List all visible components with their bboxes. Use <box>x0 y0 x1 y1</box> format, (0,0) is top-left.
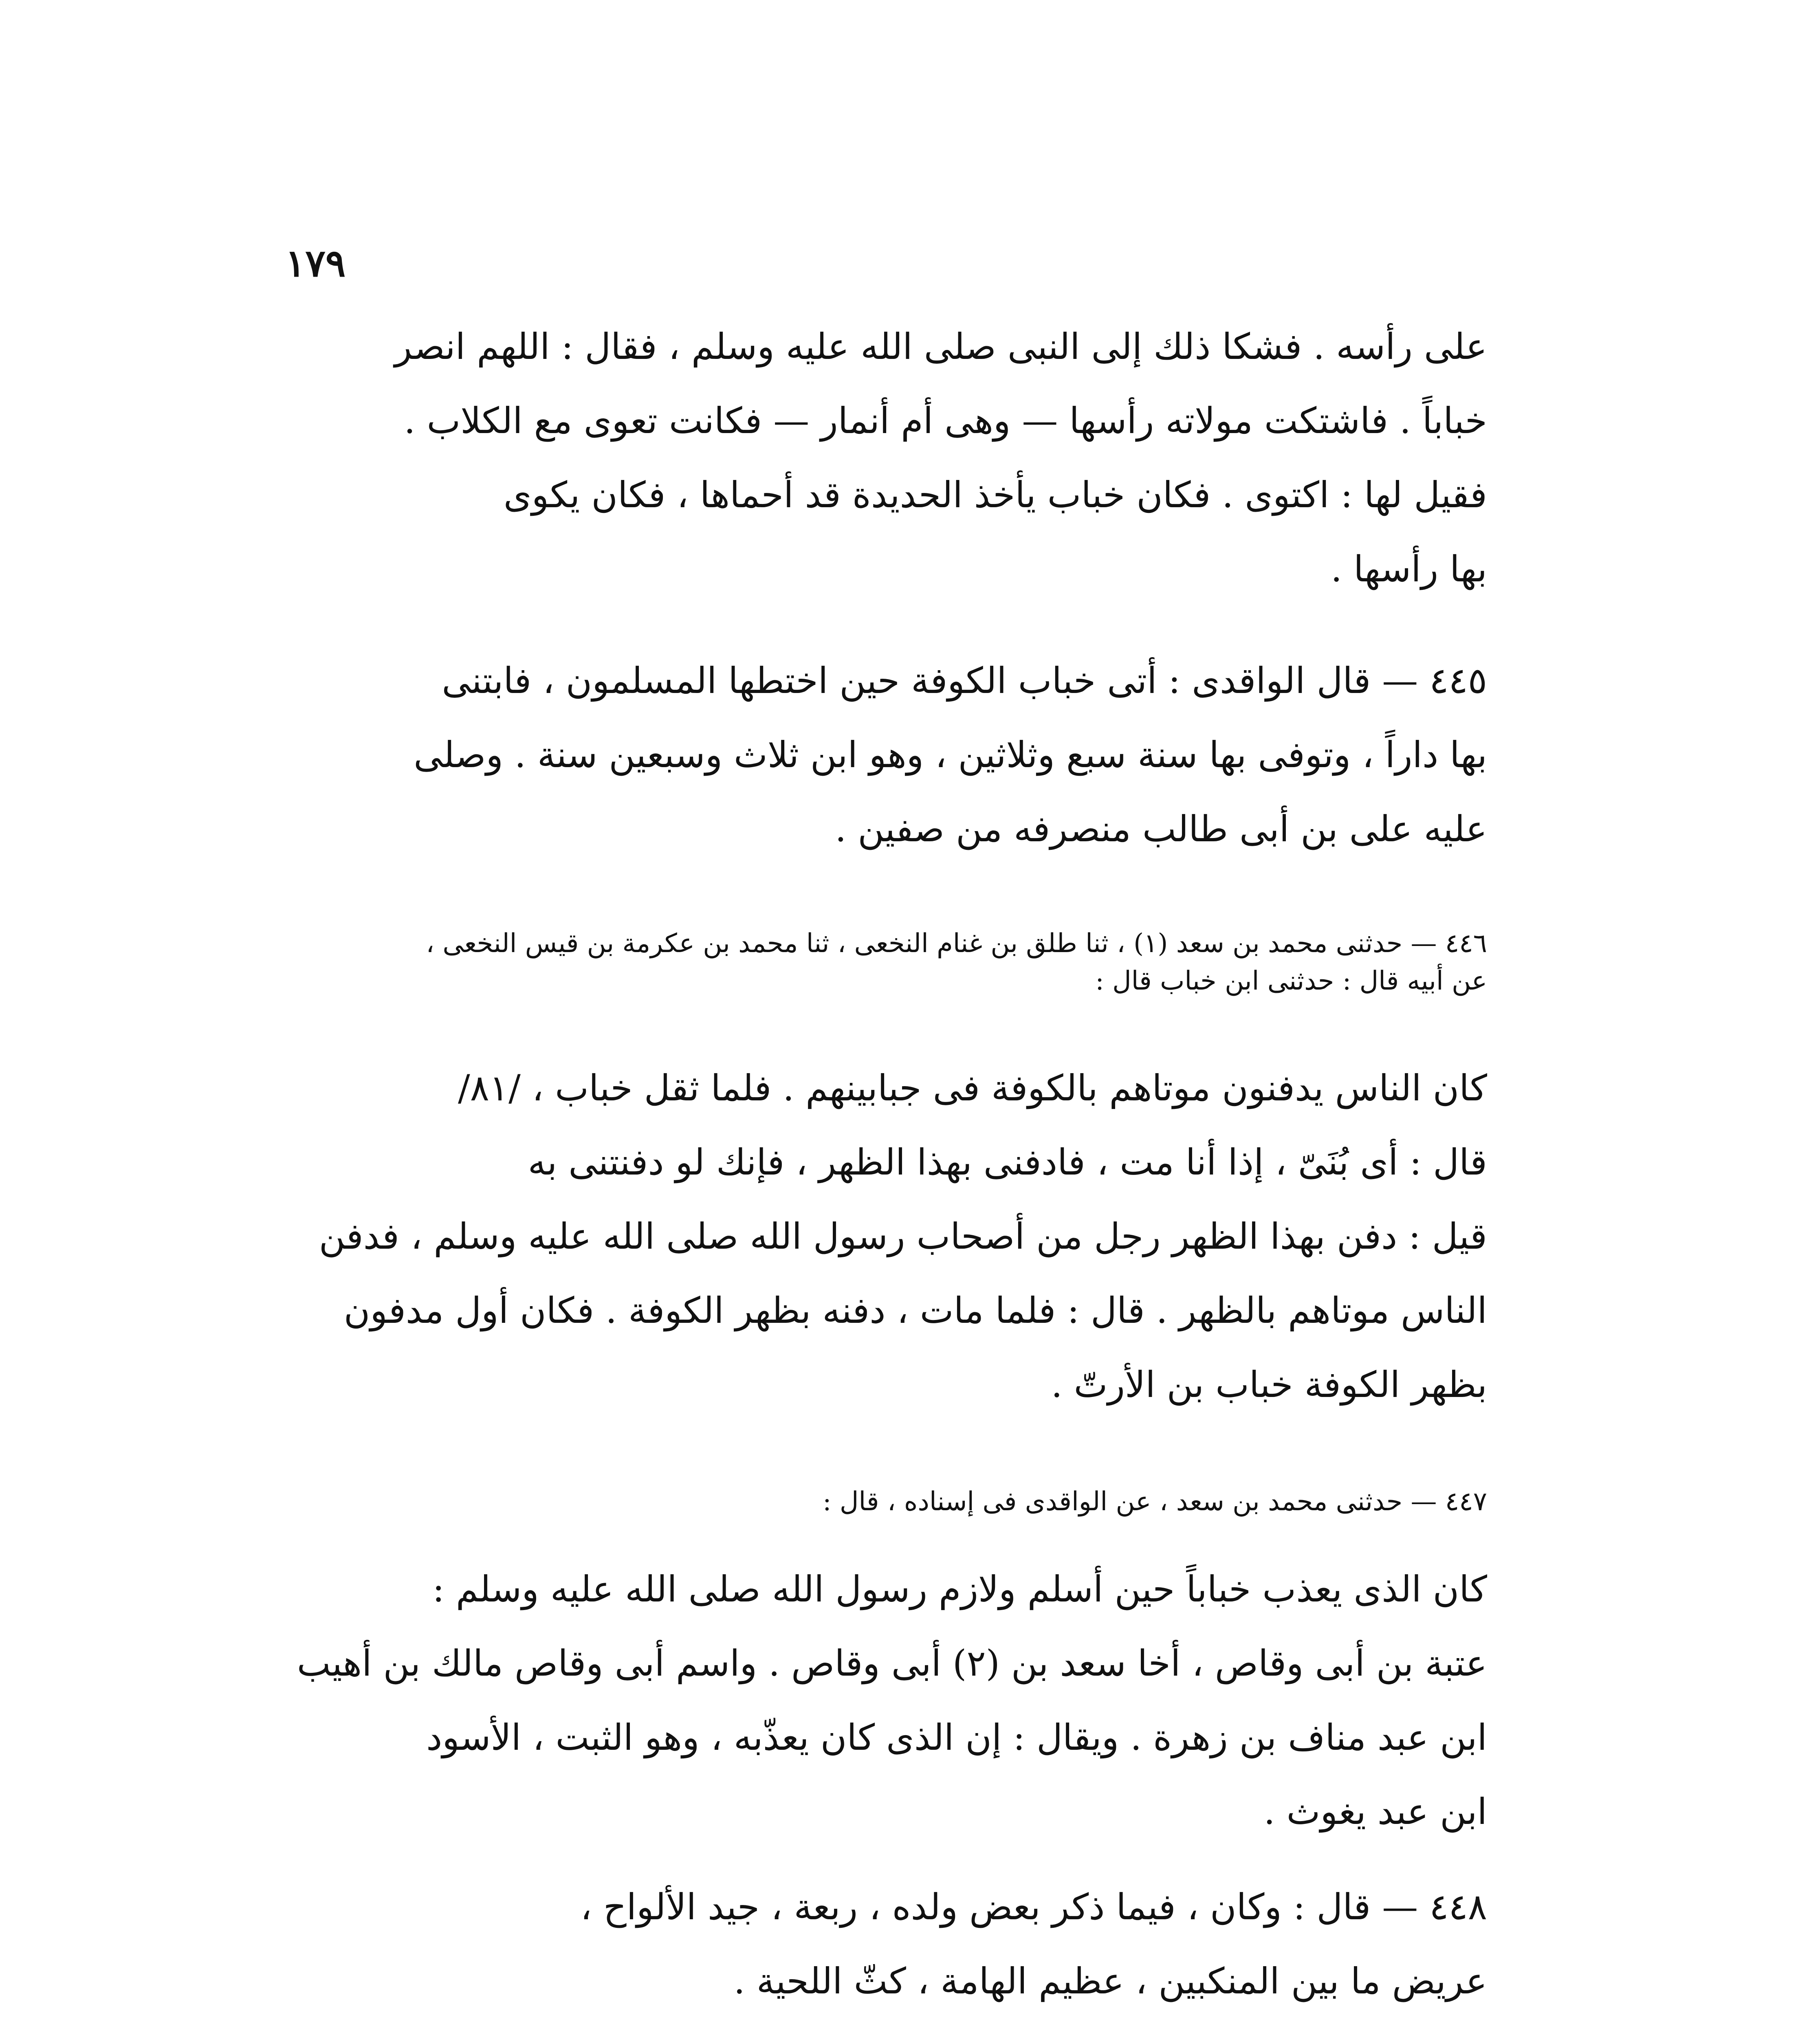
text-line: بها رأسها . <box>1331 548 1487 590</box>
text-line: ابن عبد مناف بن زهرة . ويقال : إن الذى كان يعذّبه ، وهو الثبت ، الأسود <box>426 1716 1487 1758</box>
page-number: ١٧٩ <box>285 241 346 285</box>
text-line: ابن عبد يغوث . <box>1263 1791 1487 1832</box>
text-line: ٤٤٥ — قال الواقدى : أتى خباب الكوفة حين اختطها المسلمون ، فابتنى <box>442 660 1487 702</box>
paragraph-447 <box>297 1552 1487 1849</box>
text-line: فقيل لها : اكتوى . فكان خباب يأخذ الحديدة قد أحماها ، فكان يكوى <box>503 474 1487 516</box>
text-line: قال : أى بُنَىّ ، إذا أنا مت ، فادفنى بهذا الظهر ، فإنك لو دفنتنى به <box>528 1141 1487 1183</box>
paragraph-intro <box>326 310 1487 606</box>
isnad-line: ٤٤٧ — حدثنى محمد بن سعد ، عن الواقدى فى إسناده ، قال : <box>823 1487 1487 1517</box>
text-line: عتبة بن أبى وقاص ، أخا سعد بن (٢) أبى وقاص . واسم أبى وقاص مالك بن أهيب <box>297 1642 1487 1684</box>
isnad-line: ٤٤٦ — حدثنى محمد بن سعد (١) ، ثنا طلق بن غنام النخعى ، ثنا محمد بن عكرمة بن قيس النخعى ، <box>426 928 1487 959</box>
paragraph-445 <box>326 644 1487 866</box>
isnad-447 <box>326 1483 1487 1520</box>
text-line: بها داراً ، وتوفى بها سنة سبع وثلاثين ، وهو ابن ثلاث وسبعين سنة . وصلى <box>414 734 1487 776</box>
isnad-446 <box>326 925 1487 1000</box>
text-line: كان الناس يدفنون موتاهم بالكوفة فى جبابينهم . فلما ثقل خباب ، /٨١/ <box>458 1067 1487 1109</box>
text-line: الناس موتاهم بالظهر . قال : فلما مات ، دفنه بظهر الكوفة . فكان أول مدفون <box>343 1289 1487 1331</box>
text-line: عليه على بن أبى طالب منصرفه من صفين . <box>835 808 1487 850</box>
text-line: عريض ما بين المنكبين ، عظيم الهامة ، كثّ اللحية . <box>733 1960 1487 2002</box>
paragraph-446 <box>319 1051 1487 1422</box>
paragraph-448 <box>326 1870 1487 2018</box>
text-line: كان الذى يعذب خباباً حين أسلم ولازم رسول الله صلى الله عليه وسلم : <box>432 1568 1487 1610</box>
isnad-line: عن أبيه قال : حدثنى ابن خباب قال : <box>1095 966 1487 996</box>
text-line: ٤٤٨ — قال : وكان ، فيما ذكر بعض ولده ، ربعة ، جيد الألواح ، <box>580 1886 1487 1928</box>
text-line: على رأسه . فشكا ذلك إلى النبى صلى الله عليه وسلم ، فقال : اللهم انصر <box>394 326 1487 367</box>
text-line: خباباً . فاشتكت مولاته رأسها — وهى أم أنمار — فكانت تعوى مع الكلاب . <box>404 400 1487 442</box>
text-line: قيل : دفن بهذا الظهر رجل من أصحاب رسول الله صلى الله عليه وسلم ، فدفن <box>319 1215 1487 1257</box>
text-line: بظهر الكوفة خباب بن الأرتّ . <box>1051 1364 1487 1406</box>
